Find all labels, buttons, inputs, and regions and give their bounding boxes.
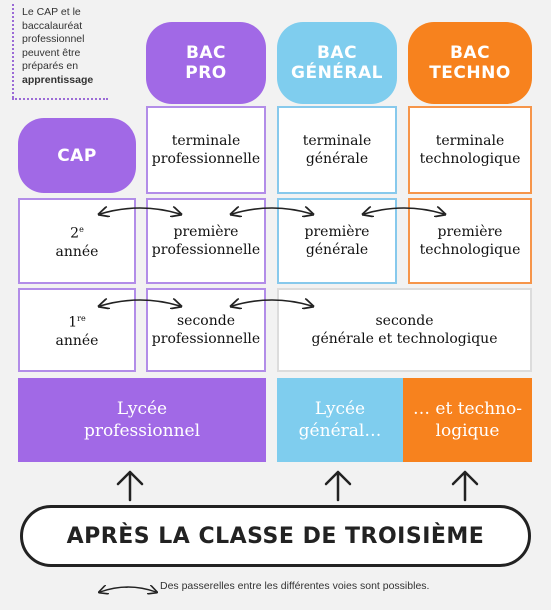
legend-arrow-icon — [100, 587, 156, 592]
note-line: Le CAP et le — [22, 6, 81, 18]
cell-text: professionnelle — [151, 331, 261, 347]
legend-text: Des passerelles entre les différentes voies sont possibles. — [160, 580, 430, 592]
cell-text: première — [304, 224, 370, 240]
cap-header-label: CAP — [57, 145, 97, 166]
cell-text: technologique — [419, 242, 521, 258]
banner-text: APRÈS LA CLASSE DE TROISIÈME — [66, 523, 485, 549]
cell-text: générale — [305, 242, 369, 258]
note-line: peuvent être — [22, 46, 81, 59]
passerelle-arrow — [100, 300, 180, 306]
cell-text: terminale — [302, 133, 372, 149]
cell-text: générale — [305, 151, 369, 167]
band-text: professionnel — [83, 421, 201, 441]
up-arrow-icon — [453, 472, 477, 500]
passerelle-arrow — [232, 208, 312, 214]
band-text: … et techno- — [413, 399, 522, 419]
note-line-bold: apprentissage — [22, 73, 94, 86]
bac-pro-line1: BAC — [185, 43, 227, 63]
cell-text: 1re — [68, 314, 86, 331]
passerelle-arrow — [100, 208, 180, 214]
cell-text: professionnelle — [151, 151, 261, 167]
cell-text: 2e — [70, 225, 84, 242]
cell-text: terminale — [435, 133, 505, 149]
bac-pro-line2: PRO — [185, 63, 227, 83]
cell-text: année — [55, 243, 99, 260]
cell-text: année — [55, 332, 99, 349]
cell-text: seconde — [375, 313, 434, 329]
band-text: général… — [298, 421, 382, 441]
bac-general-line2: GÉNÉRAL — [291, 63, 383, 83]
cell-text: première — [173, 224, 239, 240]
bac-general-line1: BAC — [316, 43, 358, 63]
band-text: Lycée — [116, 399, 168, 419]
note-line: professionnel — [22, 33, 85, 45]
up-arrow-icon — [326, 472, 350, 500]
passerelle-arrow — [364, 208, 444, 214]
apres-troisieme-banner — [20, 505, 531, 567]
cell-text: générale et technologique — [311, 331, 498, 347]
passerelle-arrow — [232, 300, 312, 306]
cell-text: seconde — [176, 313, 235, 329]
note-line: préparés en — [22, 60, 79, 72]
band-text: Lycée — [314, 399, 366, 419]
note-line: baccalauréat — [22, 19, 83, 32]
cell-text: professionnelle — [151, 242, 261, 258]
cell-text: terminale — [171, 133, 241, 149]
bac-techno-line1: BAC — [449, 43, 491, 63]
up-arrow-icon — [118, 472, 142, 500]
cell-text: première — [437, 224, 503, 240]
band-text: logique — [435, 421, 500, 441]
bac-techno-line2: TECHNO — [429, 63, 511, 83]
cell-text: technologique — [419, 151, 521, 167]
